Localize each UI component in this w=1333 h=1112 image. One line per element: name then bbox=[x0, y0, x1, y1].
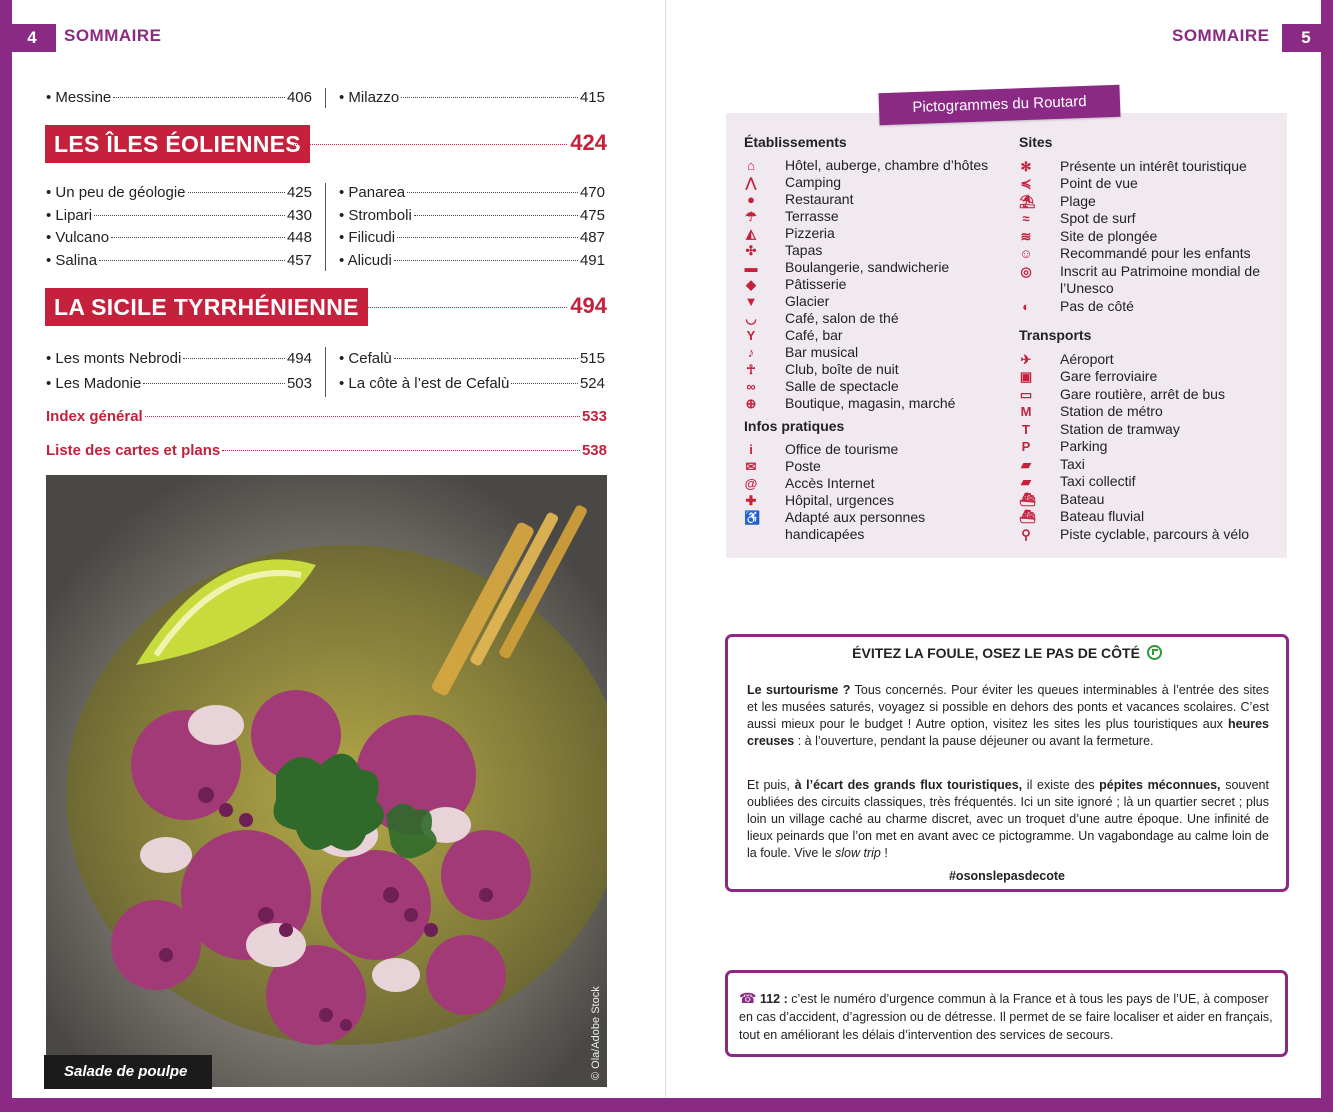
theater-icon: ∞ bbox=[746, 379, 756, 394]
hashtag: #osonslepasdecote bbox=[948, 869, 1065, 883]
terrace-icon: ☂ bbox=[745, 209, 757, 224]
sight-icon: ✻ bbox=[1020, 159, 1032, 174]
bus-icon: ▭ bbox=[1019, 387, 1033, 402]
side-step-icon bbox=[1147, 645, 1162, 660]
pictogram-label: Station de tramway bbox=[1060, 421, 1180, 437]
pictogram-label: Terrasse bbox=[785, 208, 839, 224]
shop-icon: ⊕ bbox=[745, 396, 757, 411]
toc-entry[interactable]: • Vulcano 448 bbox=[46, 229, 312, 246]
column-divider bbox=[325, 183, 326, 271]
wheelchair-icon: ♿ bbox=[744, 510, 761, 525]
photo-caption: Salade de poulpe bbox=[44, 1055, 212, 1089]
octopus-salad-photo bbox=[46, 475, 607, 1087]
pictogram-label: Inscrit au Patrimoine mondial de l’Unesco bbox=[1060, 263, 1260, 296]
avoid-crowds-paragraph-1: Le surtourisme ? Tous concernés. Pour éviter les queues interminables à l’entrée des sites et les musées saturés, voyagez si possible en dehors des ponts et vacances scolaires. C’est aussi mieux pour le budget ! Autre option, visitez les sites les plus touristiques aux heures creuses : à l’ouverture, pendant la pause déjeuner ou avant la fermeture. bbox=[747, 683, 1269, 748]
toc-entry[interactable]: • Les monts Nebrodi 494 bbox=[46, 350, 312, 367]
pictogram-label: Bateau fluvial bbox=[1060, 508, 1145, 524]
phone-icon: ☎ bbox=[739, 990, 757, 1006]
section-page-tyrrhenienne: 494 bbox=[356, 293, 607, 319]
pictogram-label: Boutique, magasin, marché bbox=[785, 395, 956, 411]
at-icon: @ bbox=[744, 476, 758, 491]
icecream-icon: ▼ bbox=[744, 294, 758, 309]
pictogram-label: Glacier bbox=[785, 293, 830, 309]
section-page-eoliennes: 424 bbox=[294, 130, 607, 156]
photo-credit: © Ola/Adobe Stock bbox=[590, 986, 602, 1080]
plane-icon: ✈ bbox=[1020, 352, 1032, 367]
pictogram-label: Parking bbox=[1060, 438, 1108, 454]
pizza-icon: ◭ bbox=[746, 226, 756, 241]
parking-icon: P bbox=[1021, 439, 1031, 454]
pictogram-label: Pâtisserie bbox=[785, 276, 847, 292]
pictogram-label: Spot de surf bbox=[1060, 210, 1136, 226]
train-icon: ▣ bbox=[1019, 369, 1033, 384]
pictogram-label: Bar musical bbox=[785, 344, 859, 360]
pictogram-label: Gare ferroviaire bbox=[1060, 368, 1158, 384]
teacup-icon: ◡ bbox=[745, 311, 757, 326]
children-icon: ☺ bbox=[1019, 246, 1033, 261]
heading-transports: Transports bbox=[1019, 327, 1092, 343]
pictogram-label: Pizzeria bbox=[785, 225, 835, 241]
surf-icon: ≈ bbox=[1022, 211, 1030, 226]
avoid-crowds-paragraph-2: Et puis, à l’écart des grands flux touristiques, il existe des pépites méconnues, souvent oubliées des circuits classiques, très fréquentés. Ici un site ignoré ; là un quartier secret ; plus loin un village caché au charme discret, avec un troquet d’une autre époque. Une infinité de lieux peinards que l’on met en avant avec ce pictogramme. Un vagabondage au calme loin de la foule. Vive le slow trip ! bbox=[747, 778, 1269, 860]
unesco-icon: ◎ bbox=[1020, 264, 1032, 279]
shared-taxi-icon: ▰ bbox=[1021, 474, 1031, 489]
octopus-salad-illustration bbox=[46, 475, 607, 1087]
page-title-right: SOMMAIRE bbox=[1172, 26, 1270, 45]
bread-icon: ▬ bbox=[744, 260, 758, 275]
heading-sites: Sites bbox=[1019, 134, 1053, 150]
pictogram-label: Pas de côté bbox=[1060, 298, 1134, 314]
dancer-icon: ☥ bbox=[746, 362, 756, 377]
beach-icon: ⛱ bbox=[1019, 194, 1036, 209]
toc-entry[interactable]: • Lipari 430 bbox=[46, 207, 312, 224]
toc-entry[interactable]: • Cefalù 515 bbox=[339, 350, 605, 367]
page-title-left: SOMMAIRE bbox=[64, 26, 162, 45]
page-gutter bbox=[665, 0, 666, 1098]
diving-icon: ≋ bbox=[1020, 229, 1032, 244]
pictogram-label: Taxi bbox=[1060, 456, 1085, 472]
pictogram-label: Piste cyclable, parcours à vélo bbox=[1060, 526, 1250, 542]
pictogram-label: Taxi collectif bbox=[1060, 473, 1136, 489]
avoid-crowds-title: ÉVITEZ LA FOULE, OSEZ LE PAS DE CÔTÉ bbox=[728, 645, 1286, 661]
avoid-crowds-box bbox=[725, 634, 1289, 892]
toc-entry[interactable]: • La côte à l’est de Cefalù 524 bbox=[339, 375, 605, 392]
page-number-left: 4 bbox=[8, 24, 56, 52]
emergency-text: ☎ 112 : c’est le numéro d’urgence commun à la France et à tous les pays de l’UE, à composer en cas d’accident, d’agression ou de détresse. Il permet de se faire localiser et aider en français, tout en améliorant les délais d’intervention des services de secours. bbox=[739, 990, 1273, 1042]
pictogram-label: Accès Internet bbox=[785, 475, 875, 491]
pictogram-label: Aéroport bbox=[1060, 351, 1114, 367]
toc-entry[interactable]: • Panarea 470 bbox=[339, 184, 605, 201]
tapas-icon: ✣ bbox=[745, 243, 757, 258]
river-boat-icon: ⛴ bbox=[1019, 509, 1036, 524]
pictogram-label: Bateau bbox=[1060, 491, 1105, 507]
column-divider bbox=[325, 347, 326, 397]
music-note-icon: ♪ bbox=[747, 345, 755, 360]
metro-icon: M bbox=[1020, 404, 1032, 419]
pictogram-label: Gare routière, arrêt de bus bbox=[1060, 386, 1225, 402]
column-divider bbox=[325, 88, 326, 108]
pictogram-label: Plage bbox=[1060, 193, 1096, 209]
hospital-icon: ✚ bbox=[745, 493, 757, 508]
toc-entry[interactable]: • Salina 457 bbox=[46, 252, 312, 269]
toc-entry-milazzo[interactable]: • Milazzo 415 bbox=[339, 89, 605, 106]
glass-icon: Y bbox=[746, 328, 756, 343]
heading-etablissements: Établissements bbox=[744, 134, 847, 150]
toc-entry[interactable]: • Filicudi 487 bbox=[339, 229, 605, 246]
tram-icon: T bbox=[1022, 422, 1030, 437]
pictogram-label: Tapas bbox=[785, 242, 823, 258]
bike-icon: ⚲ bbox=[1021, 527, 1031, 542]
toc-index-general[interactable]: Index général 533 bbox=[46, 408, 607, 425]
toc-maps-list[interactable]: Liste des cartes et plans 538 bbox=[46, 442, 607, 459]
pictogram-label: Site de plongée bbox=[1060, 228, 1158, 244]
heading-infos-pratiques: Infos pratiques bbox=[744, 418, 845, 434]
viewpoint-icon: ≼ bbox=[1020, 176, 1032, 191]
pictogram-label: Adapté aux personnes handicapées bbox=[785, 509, 926, 542]
restaurant-icon: ● bbox=[747, 192, 755, 207]
emergency-box bbox=[725, 970, 1288, 1057]
pictogram-label: Point de vue bbox=[1060, 175, 1138, 191]
hotel-icon: ⌂ bbox=[747, 158, 755, 173]
pictogram-label: Camping bbox=[785, 174, 842, 190]
info-icon: i bbox=[749, 442, 753, 457]
toc-entry-messine[interactable]: • Messine 406 bbox=[46, 89, 312, 106]
toc-entry[interactable]: • Les Madonie 503 bbox=[46, 375, 312, 392]
pictogram-label: Café, bar bbox=[785, 327, 843, 343]
taxi-icon: ▰ bbox=[1021, 457, 1031, 472]
side-step-icon: ◐ bbox=[1022, 299, 1030, 314]
pictogram-label: Restaurant bbox=[785, 191, 854, 207]
pictogram-label: Boulangerie, sandwicherie bbox=[785, 259, 950, 275]
pictogram-label: Club, boîte de nuit bbox=[785, 361, 899, 377]
section-title-tyrrhenienne[interactable]: LA SICILE TYRRHÉNIENNE bbox=[45, 288, 368, 326]
mail-icon: ✉ bbox=[745, 459, 757, 474]
toc-entry[interactable]: • Alicudi 491 bbox=[339, 252, 605, 269]
pictogram-label: Présente un intérêt touristique bbox=[1060, 158, 1247, 174]
pictogram-label: Recommandé pour les enfants bbox=[1060, 245, 1251, 261]
pictogram-label: Café, salon de thé bbox=[785, 310, 899, 326]
toc-entry[interactable]: • Un peu de géologie 425 bbox=[46, 184, 312, 201]
page-number-right: 5 bbox=[1282, 24, 1330, 52]
pictogram-label: Hôpital, urgences bbox=[785, 492, 894, 508]
boat-icon: ⛴ bbox=[1019, 492, 1036, 507]
camping-icon: ⋀ bbox=[745, 175, 757, 190]
pictogram-label: Office de tourisme bbox=[785, 441, 899, 457]
pictograms-title: Pictogrammes du Routard bbox=[879, 85, 1121, 125]
pictogram-label: Salle de spectacle bbox=[785, 378, 899, 394]
section-title-eoliennes[interactable]: LES ÎLES ÉOLIENNES bbox=[45, 125, 310, 163]
toc-entry[interactable]: • Stromboli 475 bbox=[339, 207, 605, 224]
pictogram-label: Station de métro bbox=[1060, 403, 1163, 419]
pastry-icon: ◆ bbox=[746, 277, 756, 292]
pictogram-label: Hôtel, auberge, chambre d’hôtes bbox=[785, 157, 989, 173]
pictogram-label: Poste bbox=[785, 458, 821, 474]
